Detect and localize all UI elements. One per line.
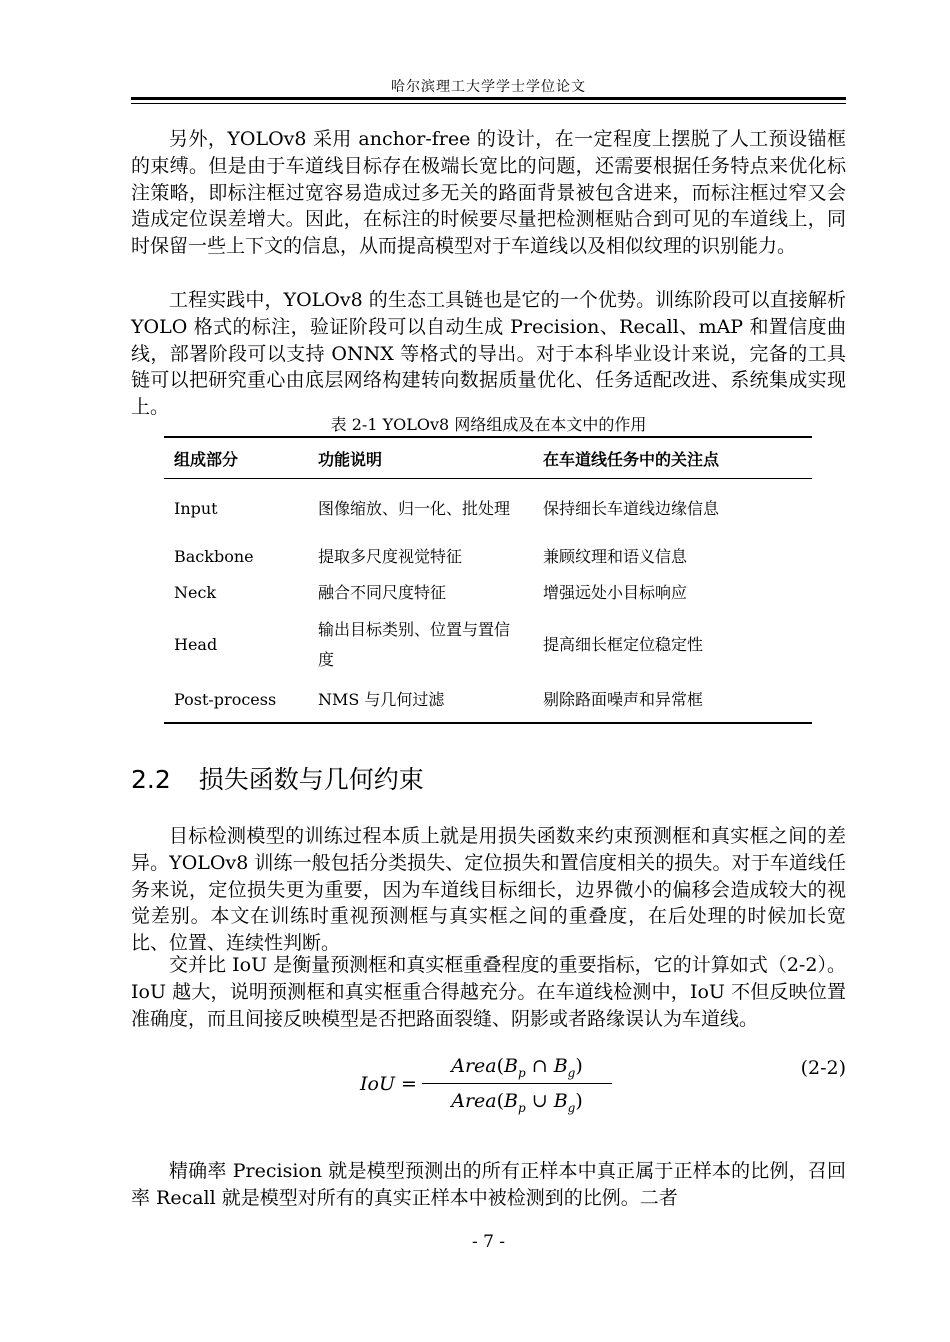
table-header-cell: 组成部分 [164,437,308,479]
paragraph-loss-function: 目标检测模型的训练过程本质上就是用损失函数来约束预测框和真实框之间的差异。YOLOv8 训练一般包括分类损失、定位损失和置信度相关的损失。对于车道线任务来说，定位损失更为重要，因为车道线目标细长，边界微小的偏移会造成较大的视觉差别。本文在训练时重视预测框与真实框之间的重叠度，在后处理的时候加长宽比、位置、连续性判断。 [131,825,846,955]
table-row [164,539,812,575]
yolov8-components-table [164,436,812,724]
paragraph-toolchain: 工程实践中，YOLOv8 的生态工具链也是它的一个优势。训练阶段可以直接解析 YOLO 格式的标注，验证阶段可以自动生成 Precision、Recall、mAP 和置信度曲线，部署阶段可以支持 ONNX 等格式的导出。对于本科毕业设计来说，完备的工具链可以把研究重心由底层网络构建转向数据质量优化、任务适配改进、系统集成实现上。 [131,289,846,419]
paragraph-anchor-free: 另外，YOLOv8 采用 anchor-free 的设计，在一定程度上摆脱了人工预设锚框的束缚。但是由于车道线目标存在极端长宽比的问题，还需要根据任务特点来优化标注策略，即标注框过宽容易造成过多无关的路面背景被包含进来，而标注框过窄又会造成定位误差增大。因此，在标注的时候要尽量把检测框贴合到可见的车道线上，同时保留一些上下文的信息，从而提高模型对于车道线以及相似纹理的识别能力。 [131,128,846,258]
table-cell: 融合不同尺度特征 [318,582,447,602]
table-row [164,611,812,679]
header-rule-thin [131,103,846,104]
table-cell: NMS 与几何过滤 [308,679,533,723]
paragraph-precision-recall: 精确率 Precision 就是模型预测出的所有正样本中真正属于正样本的比例，召回率 Recall 就是模型对所有的真实正样本中被检测到的比例。二者 [131,1160,846,1209]
table-cell: Input [174,498,218,518]
formula-lhs: IoU = [360,1073,417,1095]
table-cell: Backbone [174,546,254,566]
table-cell: Post-process [164,679,308,723]
formula-fraction [422,1050,612,1117]
table-caption: 表 2-1 YOLOv8 网络组成及在本文中的作用 [330,415,647,434]
header-rule-thick [131,97,846,100]
table-row [164,679,812,723]
table-cell: 输出目标类别、位置与置信度 [318,619,511,669]
table-cell: 增强远处小目标响应 [543,582,688,602]
section-number: 2.2 [131,765,171,794]
table-cell: Neck [174,582,217,602]
page-number: - 7 - [471,1232,506,1252]
paragraph-iou: 交并比 IoU 是衡量预测框和真实框重叠程度的重要指标，它的计算如式（2-2）。IoU 越大，说明预测框和真实框重合得越充分。在车道线检测中，IoU 不但反映位置准确度，而且间接反映模型是否把路面裂缝、阴影或者路缘误认为车道线。 [131,954,846,1030]
running-header: 哈尔滨理工大学学士学位论文 [391,79,586,95]
table-cell: 剔除路面噪声和异常框 [533,679,812,723]
fraction-bar [422,1083,612,1084]
table-cell: 保持细长车道线边缘信息 [543,498,720,518]
equation-number: (2-2) [800,1057,846,1079]
table-header-row [164,437,812,479]
table-cell: 提高细长框定位稳定性 [543,634,704,654]
section-title: 损失函数与几何约束 [198,765,424,794]
formula-numerator: $Area(B_p$ ∩ $B_g$) [451,1055,583,1080]
table-cell: Head [174,634,218,654]
table-row [164,479,812,539]
section-heading [131,760,424,796]
table-cell: 图像缩放、归一化、批处理 [318,498,511,518]
formula-denominator: $Area(B_p$ ∪ $B_g$) [451,1090,583,1115]
table-row [164,575,812,611]
table-cell: 兼顾纹理和语义信息 [543,546,688,566]
table-header-cell: 在车道线任务中的关注点 [533,437,812,479]
table-header-cell: 功能说明 [308,437,533,479]
table-cell: 提取多尺度视觉特征 [318,546,463,566]
